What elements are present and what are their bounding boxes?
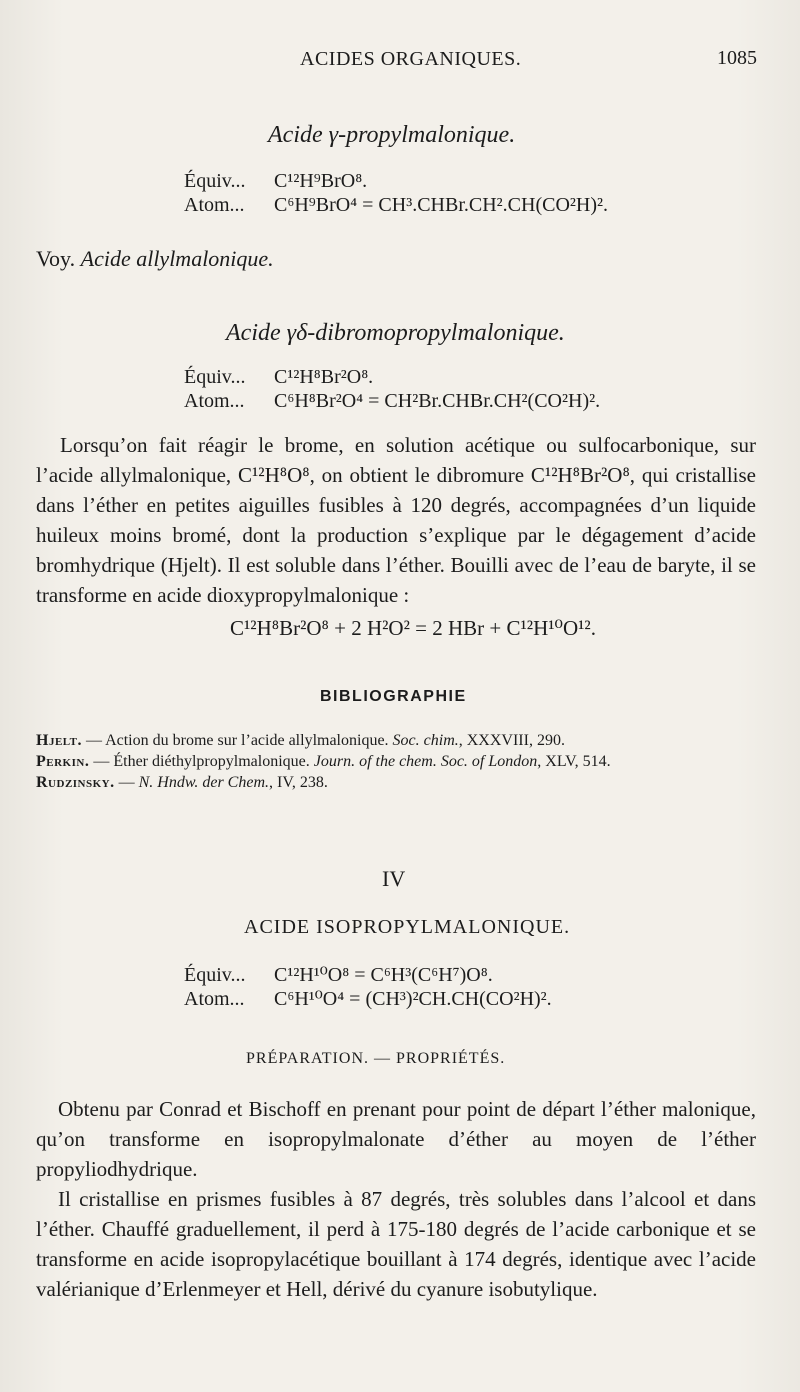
bibliography-title: BIBLIOGRAPHIE: [320, 688, 467, 705]
bib-journal: Journ. of the chem. Soc. of London: [313, 753, 538, 770]
paragraph-text: Lorsqu’on fait réagir le brome, en solution acétique ou sulfocarbonique, sur l’acide allylmalonique, C¹²H⁸O⁸, on obtient le dibromure C¹²H⁸Br²O⁸, qui cristallise dans l’éther en petites aiguilles fusibles à 120 degrés, accompagnées d’un liquide huileux moins bromé, dont la production s’explique par le dégagement d’acide bromhydrique (Hjelt). Il est soluble dans l’éther. Bouilli avec de l’eau de baryte, il se transforme en acide dioxypropylmalonique :: [36, 433, 756, 607]
heading-rest: -propylmalonique.: [338, 122, 516, 148]
equiv-label: Équiv...: [184, 170, 246, 192]
bib-author: Hjelt.: [36, 732, 82, 749]
atom-formula: C⁶H⁹BrO⁴ = CH³.CHBr.CH².CH(CO²H)².: [274, 194, 608, 216]
bib-text: — Action du brome sur l’acide allylmalonique.: [81, 732, 393, 749]
section-number: IV: [382, 866, 406, 891]
atom-formula: C⁶H¹⁰O⁴ = (CH³)²CH.CH(CO²H)².: [274, 988, 552, 1010]
bib-author: Perkin.: [36, 753, 90, 770]
atom-formula-line: [184, 986, 552, 1011]
paragraph-text: Obtenu par Conrad et Bischoff en prenant pour point de départ l’éther malonique, qu’on transforme en isopropylmalonate d’éther au moyen de l’éther propyliodhydrique.: [36, 1097, 756, 1181]
bib-journal: N. Hndw. der Chem.: [138, 774, 269, 791]
atom-label: Atom...: [184, 988, 245, 1010]
subsection-heading: PRÉPARATION. — PROPRIÉTÉS.: [246, 1050, 506, 1067]
equiv-label: Équiv...: [184, 964, 246, 986]
section-title: ACIDE ISOPROPYLMALONIQUE.: [244, 916, 571, 938]
page-number: 1085: [717, 47, 757, 69]
bib-text: — Éther diéthylpropylmalonique.: [89, 753, 314, 770]
reaction-equation: C¹²H⁸Br²O⁸ + 2 H²O² = 2 HBr + C¹²H¹⁰O¹².: [230, 616, 596, 640]
atom-formula: C⁶H⁸Br²O⁴ = CH²Br.CHBr.CH²(CO²H)².: [274, 390, 601, 412]
see-also-reference: Acide allylmalonique.: [80, 246, 274, 271]
bibliography-entry: [36, 774, 328, 792]
bib-ref: , IV, 238.: [269, 774, 328, 791]
equiv-formula-line: [184, 366, 373, 389]
bib-author: Rudzinsky.: [36, 774, 115, 791]
running-header-title: ACIDES ORGANIQUES.: [300, 48, 522, 70]
paragraph-properties: [36, 1184, 756, 1304]
equiv-label: Équiv...: [184, 366, 246, 388]
bib-ref: , XLV, 514.: [537, 753, 611, 770]
bibliography-entry: [36, 732, 565, 750]
atom-formula-line: [184, 390, 600, 413]
equiv-formula: C¹²H¹⁰O⁸ = C⁶H³(C⁶H⁷)O⁸.: [274, 964, 493, 986]
bib-ref: , XXXVIII, 290.: [458, 732, 565, 749]
equiv-formula: C¹²H⁸Br²O⁸.: [274, 366, 374, 388]
paragraph-bromination: [36, 430, 756, 610]
paragraph-preparation: [36, 1094, 756, 1184]
atom-label: Atom...: [184, 390, 245, 412]
atom-label: Atom...: [184, 194, 245, 216]
section-heading-propylmalonique: [268, 122, 515, 149]
see-also-line: [36, 246, 274, 272]
equiv-formula-line: [184, 962, 493, 987]
bibliography-entry: [36, 753, 611, 771]
bib-text: —: [114, 774, 139, 791]
equiv-formula: C¹²H⁹BrO⁸.: [274, 170, 368, 192]
atom-formula-line: [184, 194, 608, 217]
bib-journal: Soc. chim.: [392, 732, 459, 749]
heading-greek: γ: [328, 122, 339, 148]
section-heading-dibromopropylmalonique: Acide γδ-dibromopropylmalonique.: [226, 320, 565, 346]
heading-prefix: Acide: [268, 122, 329, 148]
paragraph-text: Il cristallise en prismes fusibles à 87 degrés, très solubles dans l’alcool et dans l’éther. Chauffé graduellement, il perd à 175-180 degrés de l’acide carbonique et se transforme en acide isopropylacétique bouillant à 174 degrés, identique avec l’acide valérianique d’Erlenmeyer et Hell, dérivé du cyanure isobutylique.: [36, 1187, 756, 1301]
see-also-prefix: Voy.: [36, 246, 81, 271]
equiv-formula-line: [184, 170, 367, 193]
